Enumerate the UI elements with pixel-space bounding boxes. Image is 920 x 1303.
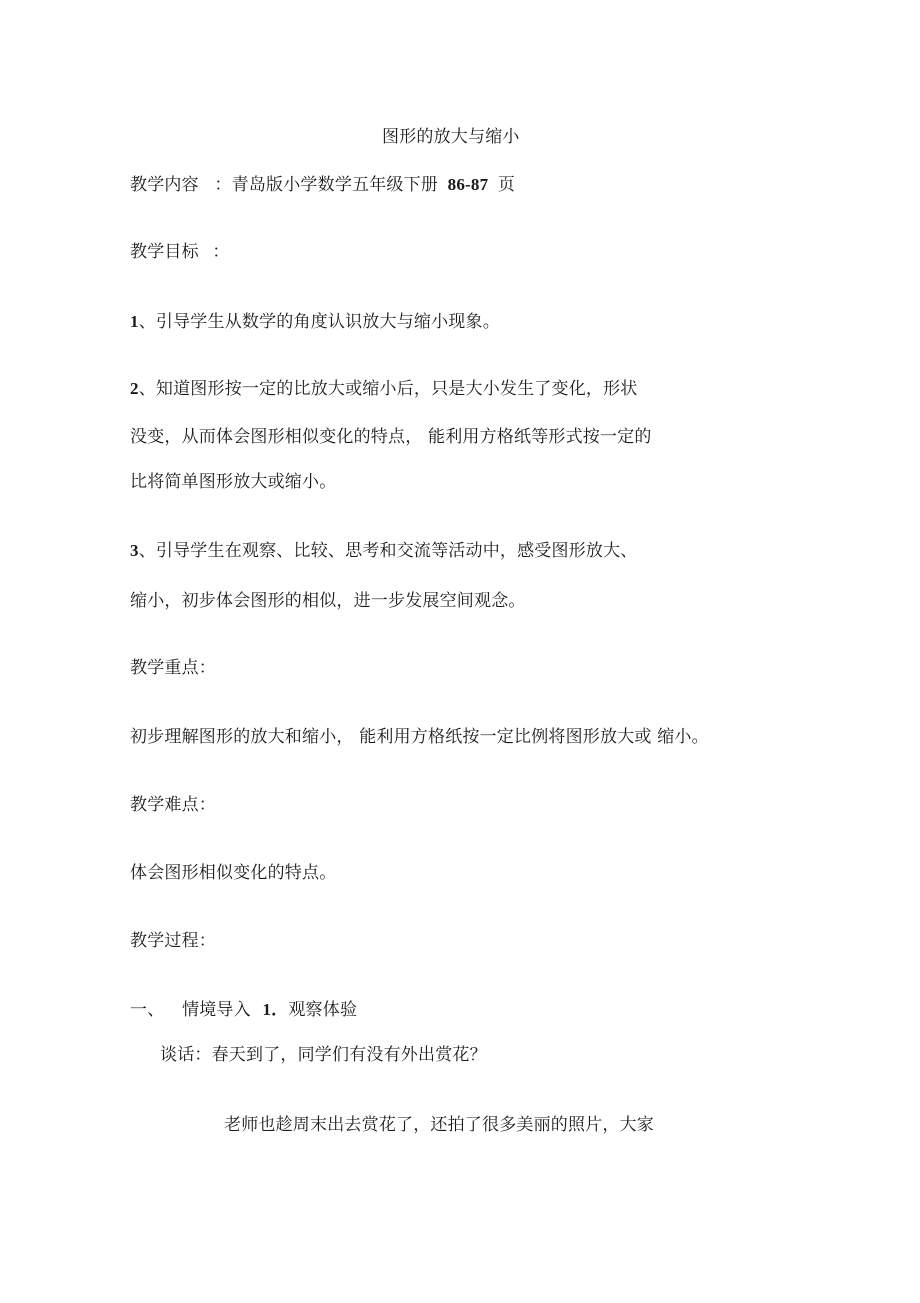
key-points-text: 初步理解图形的放大和缩小， 能利用方格纸按一定比例将图形放大或 缩小。 (130, 727, 709, 747)
section-1-title: 情境导入 (182, 1000, 251, 1020)
content-label: 教学内容 (130, 175, 199, 195)
section-1-prefix: 一、 (130, 1000, 165, 1020)
content-separator: ： (214, 175, 232, 195)
goal-3-number: 3 (130, 541, 139, 560)
difficulty-text: 体会图形相似变化的特点。 (130, 863, 337, 883)
goal-2-line-3: 比将简单图形放大或缩小。 (130, 472, 337, 492)
process-heading: 教学过程： (130, 931, 216, 951)
key-points-heading: 教学重点： (130, 658, 216, 678)
goal-1 (130, 311, 500, 333)
teacher-line: 老师也趁周末出去赏花了，还拍了很多美丽的照片，大家 (224, 1115, 654, 1135)
goal-3-line-1 (130, 540, 638, 562)
goal-3-line-2: 缩小，初步体会图形的相似，进一步发展空间观念。 (130, 591, 526, 611)
goal-2-line-1 (130, 378, 638, 400)
goal-1-text: 、引导学生从数学的角度认识放大与缩小现象。 (138, 312, 500, 332)
content-suffix: 页 (497, 175, 516, 195)
goal-2-number: 2 (130, 379, 139, 398)
section-1-heading (130, 999, 357, 1021)
goal-2-text-1: 、知道图形按一定的比放大或缩小后，只是大小发生了变化，形状 (138, 379, 638, 399)
goal-2-line-2: 没变，从而体会图形相似变化的特点， 能利用方格纸等形式按一定的 (130, 427, 652, 447)
content-text: 青岛版小学数学五年级下册 (231, 175, 439, 195)
difficulty-heading: 教学难点： (130, 795, 216, 815)
content-line (130, 174, 515, 196)
document-title: 图形的放大与缩小 (382, 127, 520, 147)
section-1-sub-number: 1． (262, 1000, 289, 1019)
goals-separator: ： (212, 242, 230, 262)
goal-1-number: 1 (130, 312, 139, 331)
section-1-sub-title: 观察体验 (288, 1000, 358, 1020)
goals-label: 教学目标 (130, 242, 199, 262)
goals-heading (130, 241, 230, 263)
content-pages: 86-87 (447, 175, 489, 194)
goal-3-text-1: 、引导学生在观察、比较、思考和交流等活动中，感受图形放大、 (138, 541, 638, 561)
talk-line: 谈话：春天到了，同学们有没有外出赏花？ (160, 1045, 487, 1065)
